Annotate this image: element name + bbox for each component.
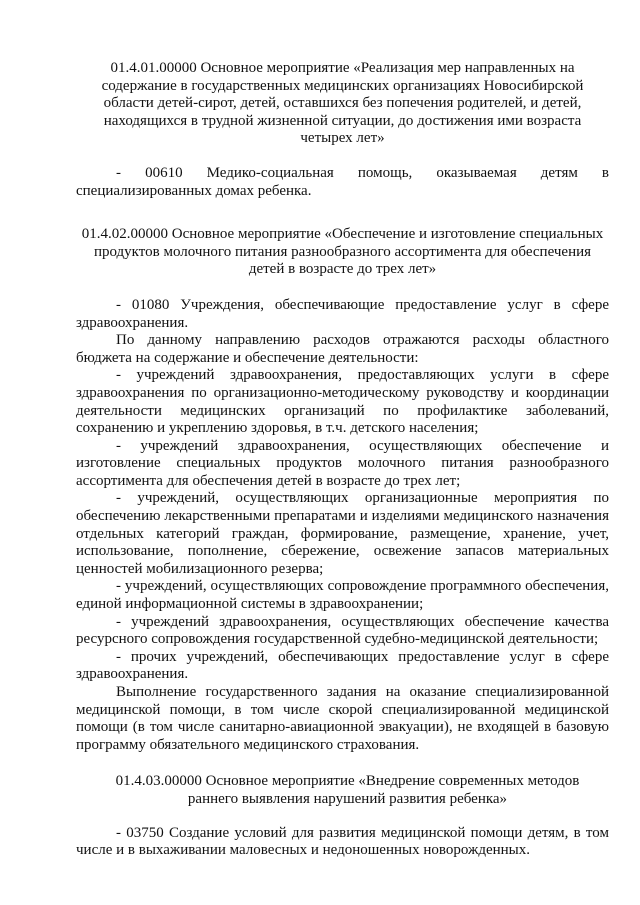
list-item-2: - учреждений здравоохранения, осуществляющих обеспечение и изготовление специальных продуктов молочного питания разнообразного ассортимента для обеспечения детей в возрасте до трех лет; [76,437,609,489]
paragraph-state-task: Выполнение государственного задания на оказание специализированной медицинской помощи, в том числе скорой специализированной медицинской помощи (в том числе санитарно-авиационной эвакуации), не входящей в базовую программу обязательного медицинского страхования. [76,684,609,753]
list-item-4: - учреждений, осуществляющих сопровождение программного обеспечения, единой информационной системы в здравоохранении; [76,578,609,613]
list-item-6: - прочих учреждений, обеспечивающих предоставление услуг в сфере здравоохранения. [76,648,609,683]
paragraph-intro: По данному направлению расходов отражаются расходы областного бюджета на содержание и обеспечение деятельности: [76,332,609,366]
list-item-3: - учреждений, осуществляющих организационные мероприятия по обеспечению лекарственными препаратами и изделиями медицинского назначения отдельных категорий граждан, формирование, размещение, хранение, учет, использование, пополнение, сбережение, освежение запасов материальных ценностей мобилизационного резерва; [76,490,609,577]
section-heading-01-4-01: 01.4.01.00000 Основное мероприятие «Реализация мер направленных на содержание в государственных медицинских организациях Новосибирской области детей-сирот, детей, оставшихся без попечения родителей, и детей, находящихся в трудной жизненной ситуации, до достижения ими возраста четырех лет» [101,60,584,147]
paragraph-01080: - 01080 Учреждения, обеспечивающие предоставление услуг в сфере здравоохранения. [76,296,609,331]
section-heading-01-4-03: 01.4.03.00000 Основное мероприятие «Внедрение современных методов раннего выявления нарушений развития ребенка» [115,773,580,807]
list-item-5: - учреждений здравоохранения, осуществляющих обеспечение качества ресурсного сопровождения государственной судебно-медицинской деятельности; [76,613,609,648]
paragraph-00610: - 00610 Медико-социальная помощь, оказываемая детям в специализированных домах ребенка. [76,164,609,199]
document-page [76,60,609,860]
section-heading-01-4-02: 01.4.02.00000 Основное мероприятие «Обеспечение и изготовление специальных продуктов молочного питания разнообразного ассортимента для обеспечения детей в возрасте до трех лет» [81,226,604,278]
paragraph-03750: - 03750 Создание условий для развития медицинской помощи детям, в том числе и в выхаживании маловесных и недоношенных новорожденных. [76,824,609,859]
list-item-1: - учреждений здравоохранения, предоставляющих услуги в сфере здравоохранения по организационно-методическому руководству и координации деятельности медицинских организаций по профилактике заболеваний, сохранению и укреплению здоровья, в т.ч. детского населения; [76,367,609,437]
